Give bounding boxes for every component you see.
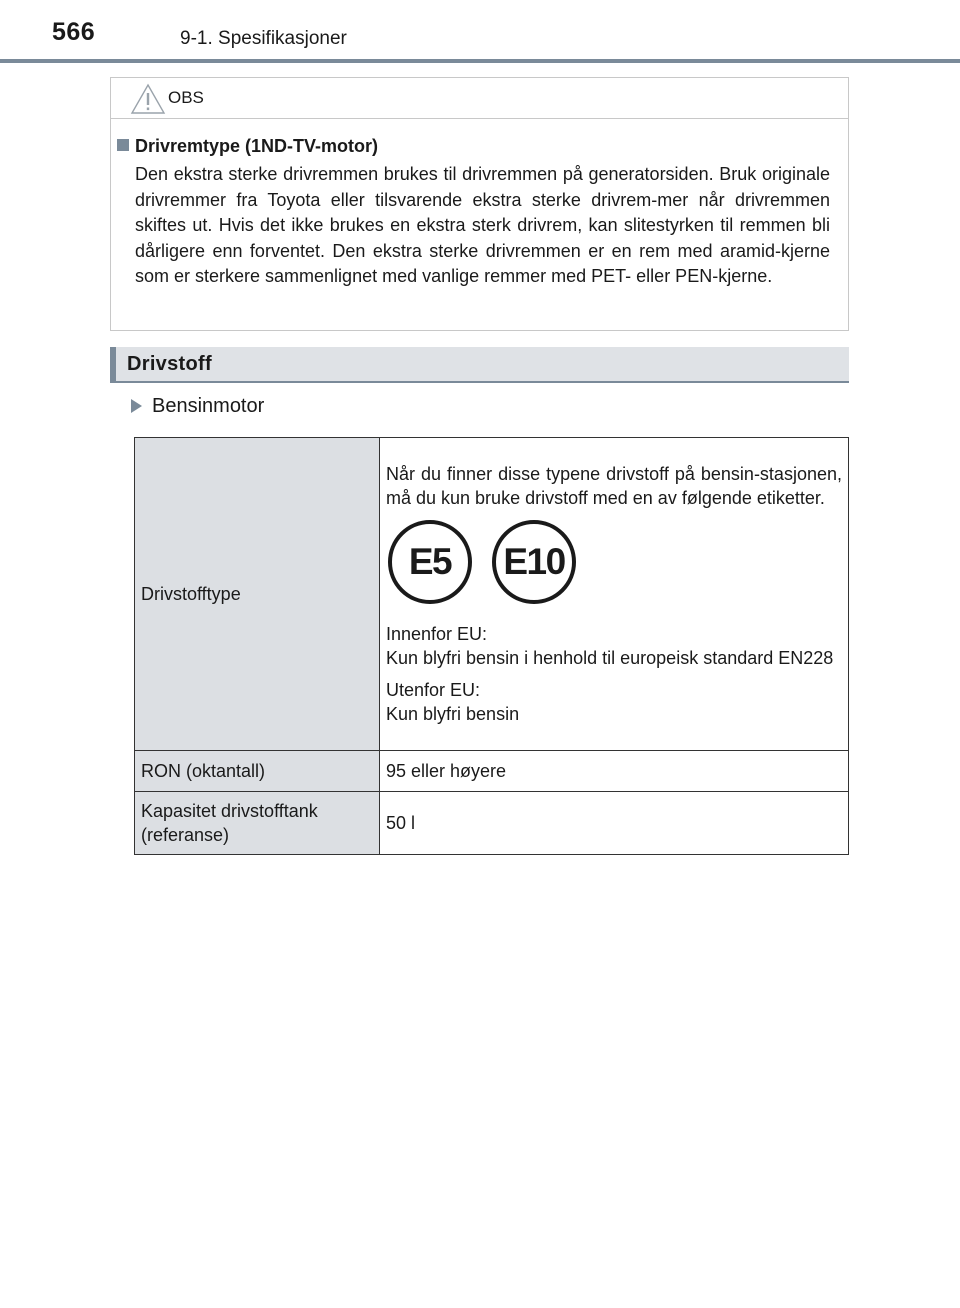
header-divider (0, 59, 960, 63)
notice-box (110, 77, 849, 331)
tank-label-line2: (referanse) (141, 825, 230, 845)
eu-fuel-info (386, 622, 842, 670)
tank-label-line1: Kapasitet drivstofftank (141, 801, 318, 821)
table-row-fuel-type (135, 438, 849, 751)
notice-body: Den ekstra sterke drivremmen brukes til drivremmen på generatorsiden. Bruk originale drivremmer fra Toyota eller tilsvarende ekstra sterke drivrem-mer når drivremmen skiftes ut. Hvis det ikke brukes en ekstra sterk drivrem, kan slitestyrken til remmen bli dårligere enn forventet. Den ekstra sterke drivremmen er en rem med aramid-kjerne som er sterkere sammenlignet med vanlige remmer med PET- eller PEN-kjerne. (135, 164, 830, 286)
ron-label: RON (oktantall) (135, 751, 380, 792)
warning-triangle-icon (130, 83, 166, 115)
fuel-spec-table (134, 437, 849, 855)
table-row-tank (135, 792, 849, 855)
non-eu-text: Kun blyfri bensin (386, 704, 520, 724)
fuel-intro-text: Når du finner disse typene drivstoff på bensin-stasjonen, må du kun bruke drivstoff med en av følgende etiketter. (386, 464, 842, 508)
section-heading (110, 347, 849, 383)
table-row-ron (135, 751, 849, 792)
e10-fuel-badge: E10 (492, 520, 576, 604)
tank-label (135, 792, 380, 855)
eu-heading: Innenfor EU: (386, 624, 488, 644)
square-bullet-icon (117, 139, 129, 151)
engine-bullet-text: Bensinmotor (152, 395, 265, 417)
engine-bullet (131, 395, 264, 418)
ron-value: 95 eller høyere (380, 751, 849, 792)
fuel-type-value (380, 438, 849, 751)
e5-fuel-badge: E5 (388, 520, 472, 604)
eu-text: Kun blyfri bensin i henhold til europeisk standard EN228 (386, 648, 834, 668)
non-eu-fuel-info (386, 678, 842, 726)
fuel-type-label: Drivstofftype (135, 438, 380, 751)
section-title: 9-1. Spesifikasjoner (180, 28, 347, 49)
heading-accent-bar (110, 347, 116, 381)
section-heading-text: Drivstoff (127, 353, 212, 375)
notice-subheading-text: Drivremtype (1ND-TV-motor) (135, 136, 379, 156)
page-number: 566 (52, 18, 96, 46)
fuel-label-badges (386, 520, 842, 616)
arrow-bullet-icon (131, 399, 142, 413)
non-eu-heading: Utenfor EU: (386, 680, 481, 700)
tank-value: 50 l (380, 792, 849, 855)
notice-header (111, 78, 848, 119)
notice-subheading (117, 136, 378, 157)
notice-label: OBS (168, 88, 204, 107)
